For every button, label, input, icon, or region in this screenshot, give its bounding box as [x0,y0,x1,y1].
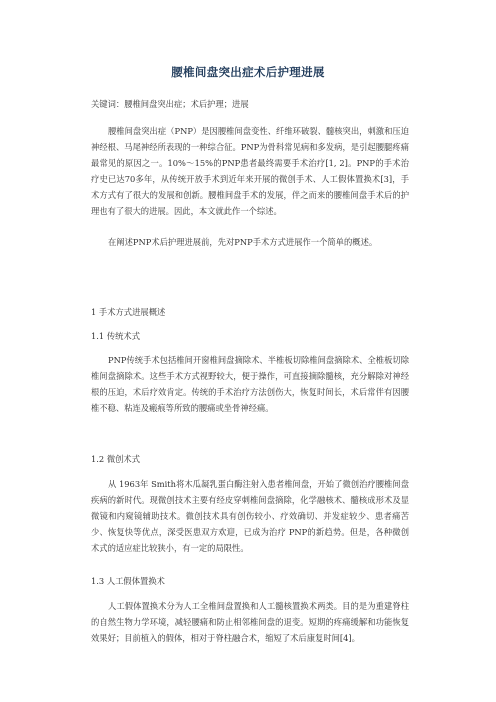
subsection-heading-1-3: 1.3 人工假体置换术 [91,576,165,586]
document-title: 腰椎间盘突出症术后护理进展 [171,65,325,79]
paragraph-1-2: 从 1963年 Smith将木瓜凝乳蛋白酶注射入患者椎间盘，开始了微创治疗腰椎间盘疾病的新时代。现微创技术主要有经皮穿刺椎间盘摘除，化学融核术、髓核成形术及显微镜和内窥镜辅助技术。微创技术具有创伤较小、疗效确切、并发症较少、患者痛苦少、恢复快等优点，深受医患双方欢迎，已成为治疗 PNP的新趋势。但是，各种微创术式的适应症比较狭小，有一定的局限性。 [91,479,409,553]
subsection-heading-1-2: 1.2 微创术式 [91,454,141,464]
subsection-heading-1-1: 1.1 传统术式 [91,331,141,341]
intro-paragraph-2: 在阐述PNP术后护理进展前，先对PNP手术方式进展作一个简单的概述。 [108,237,378,247]
paragraph-1-3: 人工假体置换术分为人工全椎间盘置换和人工髓核置换术两类。目的是为重建脊柱的自然生物力学环境，减轻腰痛和防止相邻椎间盘的退变。短期的疼痛缓解和功能恢复效果好；目前植入的假体，相对于脊柱融合术，缩短了术后康复时间[4]。 [91,601,409,643]
keywords-line: 关键词：腰椎间盘突出症；术后护理；进展 [91,99,249,109]
intro-paragraph-1: 腰椎间盘突出症（PNP）是因腰椎间盘变性、纤维环破裂、髓核突出，刺激和压迫神经根、马尾神经所表现的一种综合征。PNP为骨科常见病和多发病，是引起腰腿疼痛最常见的原因之一。10%～15%的PNP患者最终需要手术治疗[1, 2]。PNP的手术治疗史已达70多年，从传统开放手术到近年来开展的微创手术、人工假体置换术[3]，手术方式有了很大的发展和创新。腰椎间盘手术的发展，伴之而来的腰椎间盘手术后的护理也有了很大的进展。因此，本文就此作一个综述。 [91,126,409,216]
section-heading-1: 1 手术方式进展概述 [91,307,166,317]
paragraph-1-1: PNP传统手术包括椎间开窗椎间盘摘除术、半椎板切除椎间盘摘除术、全椎板切除椎间盘摘除术。这些手术方式视野较大，便于操作，可直接摘除髓核，充分解除对神经根的压迫，术后疗效肯定。传统的手术治疗方法创伤大，恢复时间长，术后常伴有因腰椎不稳、粘连及瘢痕等所致的腰痛或坐骨神经痛。 [91,355,409,413]
